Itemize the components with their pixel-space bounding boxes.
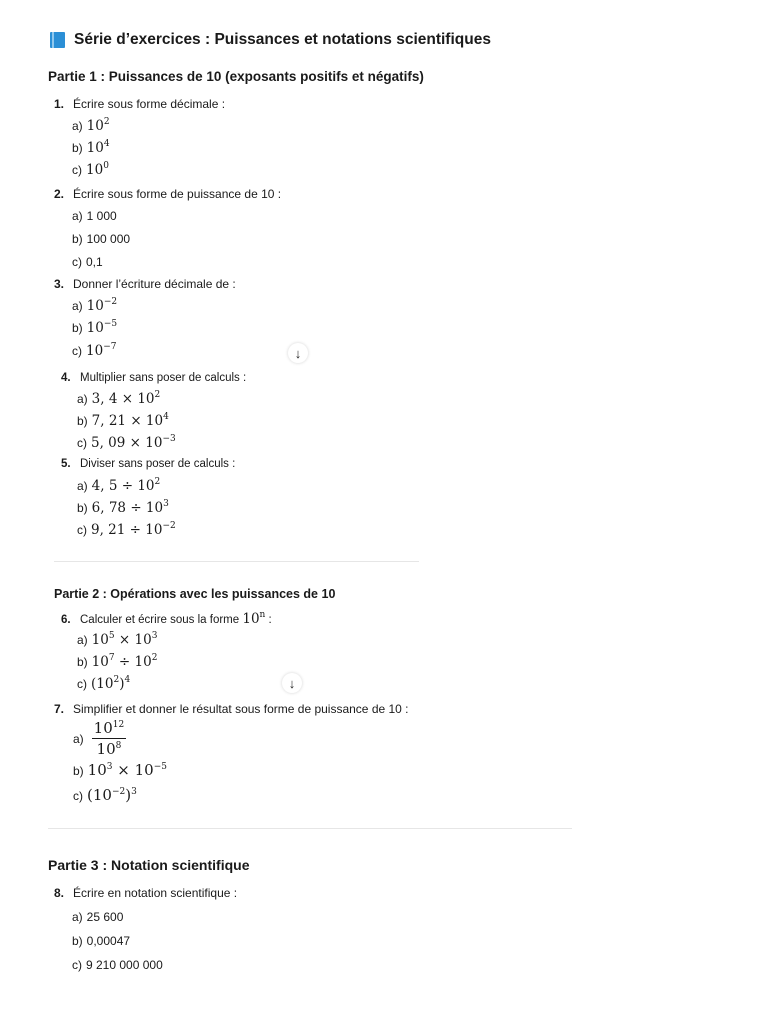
item-label: b) (77, 501, 88, 515)
divider (48, 828, 572, 829)
item-label: a) (72, 299, 83, 313)
math-expression: 4, $5 \div 10^2$ (91, 477, 161, 494)
question-text: Écrire sous forme de puissance de 10 : (73, 187, 282, 201)
item-value: 25 600 (86, 910, 124, 924)
item-label: b) (72, 321, 83, 335)
math-expression: $10^7 \div 10^2$ (91, 653, 158, 670)
question-8 (54, 886, 237, 900)
question-number: 7. (54, 702, 65, 716)
item-label: c) (72, 344, 82, 358)
question-text: Donner l’écriture décimale de : (73, 277, 236, 291)
q6-item-c (77, 676, 130, 692)
item-label: c) (77, 677, 87, 691)
divider (54, 561, 419, 562)
q1-item-b (72, 140, 110, 156)
part-2-heading: Partie 2 : Opérations avec les puissances de 10 (54, 587, 336, 601)
question-3 (54, 277, 236, 291)
question-text: Calculer et écrire sous la forme (80, 614, 240, 626)
q3-item-c (72, 343, 116, 359)
q7-item-b (73, 761, 167, 779)
item-label: a) (72, 910, 83, 924)
q6-item-a (77, 632, 157, 648)
item-label: c) (77, 436, 87, 450)
q1-item-c (72, 162, 109, 178)
title-text: Série d’exercices : Puissances et notations scientifiques (74, 31, 491, 48)
math-expression: $10^0$ (86, 161, 109, 178)
item-label: a) (72, 119, 83, 133)
q7-item-a (73, 719, 126, 758)
question-text: Multiplier sans poser de calculs : (80, 372, 247, 384)
item-label: b) (72, 141, 83, 155)
math-expression: 3, $4 \times 10^2$ (91, 390, 161, 407)
q1-item-a (72, 118, 110, 134)
question-text: Simplifier et donner le résultat sous forme de puissance de 10 : (73, 702, 409, 716)
item-label: b) (72, 934, 83, 948)
q4-item-a (77, 391, 160, 407)
q5-item-a (77, 478, 160, 494)
q5-item-b (77, 500, 169, 516)
math-expression: 5, $09 \times 10^{-3}$ (91, 434, 176, 451)
question-number: 4. (61, 372, 71, 384)
item-value: 0,00047 (86, 934, 131, 948)
question-number: 5. (61, 458, 71, 470)
item-label: b) (72, 232, 83, 246)
item-value: 1 000 (86, 209, 117, 223)
item-label: b) (77, 655, 88, 669)
math-expression: $10^4$ (86, 139, 110, 156)
question-number: 6. (61, 614, 71, 626)
q8-item-b (72, 934, 130, 948)
arrow-down-icon: ↓ (294, 345, 302, 361)
math-expression: 6, $78 \div 10^3$ (91, 499, 169, 516)
item-label: b) (77, 414, 88, 428)
book-icon (50, 32, 65, 48)
math-expression: $(10^{-2})^3$ (87, 786, 137, 804)
scroll-down-button[interactable] (282, 673, 302, 693)
page-title (50, 31, 491, 49)
item-value: 9 210 000 000 (86, 958, 163, 972)
question-text: Écrire sous forme décimale : (73, 97, 226, 111)
numerator: $10^{12}$ (93, 719, 125, 737)
q3-item-a (72, 298, 117, 314)
math-expression: 10$^n$ (242, 610, 266, 627)
item-label: c) (72, 255, 82, 269)
fraction (92, 719, 127, 758)
question-4 (61, 372, 246, 384)
item-label: a) (73, 731, 84, 746)
item-value: 100 000 (86, 232, 131, 246)
item-label: a) (77, 392, 88, 406)
question-number: 2. (54, 187, 65, 201)
question-2 (54, 187, 281, 201)
question-7 (54, 702, 409, 716)
math-expression: $(10^2)^4$ (91, 675, 131, 692)
question-5 (61, 458, 235, 470)
q8-item-a (72, 910, 123, 924)
item-value: 0,1 (86, 255, 103, 269)
q2-item-c (72, 255, 103, 269)
question-text: Diviser sans poser de calculs : (80, 458, 236, 470)
question-number: 3. (54, 277, 65, 291)
part-1-heading: Partie 1 : Puissances de 10 (exposants positifs et négatifs) (48, 69, 424, 84)
colon: : (268, 614, 272, 626)
q8-item-c (72, 958, 163, 972)
item-label: c) (72, 958, 82, 972)
q4-item-b (77, 413, 169, 429)
question-number: 8. (54, 886, 65, 900)
math-expression: $10^3 \times 10^{-5}$ (87, 761, 168, 779)
item-label: c) (72, 163, 82, 177)
question-text: Écrire en notation scientifique : (73, 886, 238, 900)
q7-item-c (73, 786, 137, 804)
question-6 (61, 611, 272, 627)
q4-item-c (77, 435, 176, 451)
math-expression: 7, $21 \times 10^4$ (91, 412, 169, 429)
item-label: c) (73, 789, 83, 803)
item-label: a) (77, 479, 88, 493)
question-number: 1. (54, 97, 65, 111)
item-label: c) (77, 523, 87, 537)
math-expression: $10^5 \times 10^3$ (91, 631, 158, 648)
q3-item-b (72, 320, 117, 336)
math-expression: $10^{-5}$ (86, 319, 118, 336)
item-label: a) (77, 633, 88, 647)
arrow-down-icon: ↓ (288, 675, 296, 691)
item-label: b) (73, 764, 84, 778)
q5-item-c (77, 522, 176, 538)
part-3-heading: Partie 3 : Notation scientifique (48, 857, 250, 873)
item-label: a) (72, 209, 83, 223)
q2-item-a (72, 209, 117, 223)
denominator: $10^8$ (96, 740, 122, 758)
q2-item-b (72, 232, 130, 246)
math-expression: $10^{-2}$ (86, 297, 118, 314)
scroll-down-button[interactable] (288, 343, 308, 363)
q6-item-b (77, 654, 157, 670)
math-expression: $10^{-7}$ (86, 342, 117, 359)
math-expression: 9, $21 \div 10^{-2}$ (91, 521, 176, 538)
math-expression: $10^2$ (86, 117, 110, 134)
question-1 (54, 97, 225, 111)
